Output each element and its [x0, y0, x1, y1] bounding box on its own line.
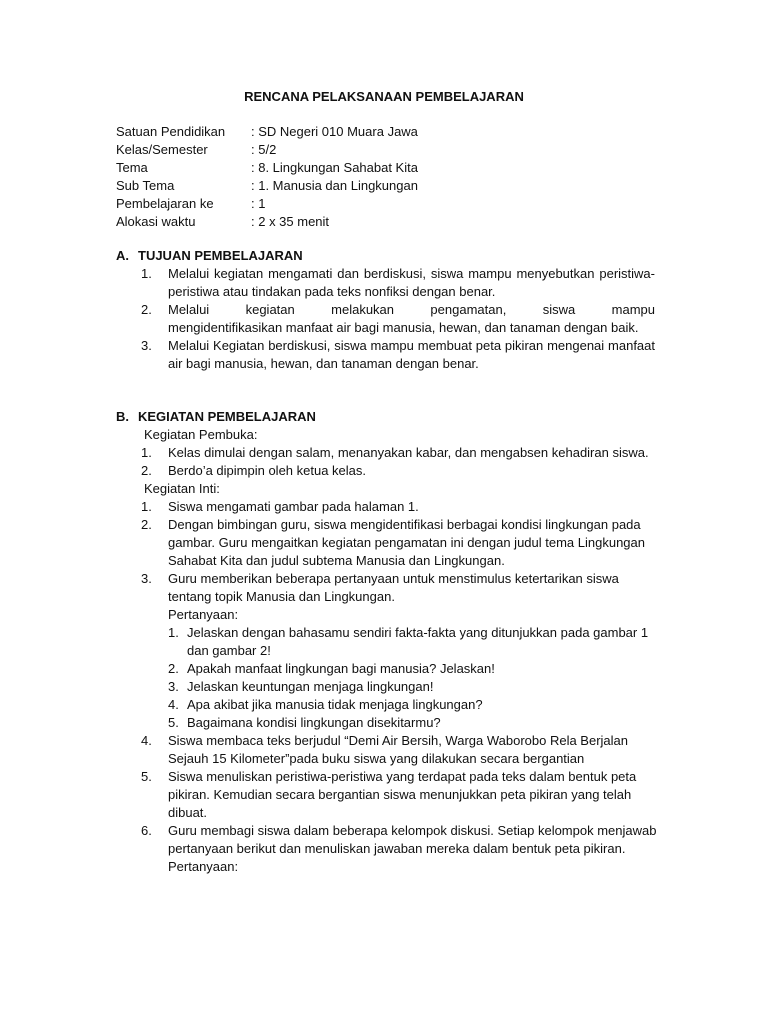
identity-value: : 8. Lingkungan Sahabat Kita: [251, 160, 418, 175]
identity-label: Alokasi waktu: [116, 214, 196, 229]
opening-label: Kegiatan Pembuka:: [144, 427, 258, 442]
identity-value: : 1: [251, 196, 266, 211]
list-item: [141, 265, 655, 301]
questions-label: Pertanyaan:: [168, 607, 239, 622]
item-text: Melalui Kegiatan berdiskusi, siswa mampu membuat peta pikiran mengenai manfaat air bagi manusia, hewan, dan tanaman dengan benar.: [168, 338, 655, 371]
identity-row: [116, 141, 418, 159]
item-number: 6.: [141, 823, 152, 838]
section-letter: B.: [116, 409, 129, 424]
item-number: 3.: [141, 571, 152, 586]
list-item: [141, 732, 661, 768]
activities-list: [141, 426, 661, 876]
section-a-heading: [116, 247, 303, 265]
identity-label: Satuan Pendidikan: [116, 124, 226, 139]
identity-table: [116, 123, 418, 231]
item-number: 3.: [141, 338, 152, 353]
list-item: [141, 462, 661, 480]
item-number: 5.: [141, 769, 152, 784]
identity-row: [116, 213, 418, 231]
questions-label: Pertanyaan:: [168, 859, 239, 874]
item-text: mengidentifikasikan manfaat air bagi manusia, hewan, dan tanaman dengan baik.: [168, 320, 639, 335]
section-b-heading: [116, 408, 316, 426]
identity-label: Tema: [116, 160, 148, 175]
identity-value: : 1. Manusia dan Lingkungan: [251, 178, 418, 193]
question-text: Apakah manfaat lingkungan bagi manusia? Jelaskan!: [187, 661, 495, 676]
list-item: [141, 768, 661, 822]
identity-label: Pembelajaran ke: [116, 196, 214, 211]
question-number: 1.: [168, 625, 179, 640]
question-item: [168, 624, 661, 660]
item-number: 2.: [141, 463, 152, 478]
section-title: TUJUAN PEMBELAJARAN: [138, 248, 303, 263]
item-number: 4.: [141, 733, 152, 748]
item-text: Berdo’a dipimpin oleh ketua kelas.: [168, 463, 367, 478]
item-text: Guru memberikan beberapa pertanyaan untuk menstimulus ketertarikan siswa tentang topik Manusia dan Lingkungan.: [168, 571, 619, 604]
item-text: Siswa membaca teks berjudul “Demi Air Bersih, Warga Waborobo Rela Berjalan Sejauh 15 Kilometer”pada buku siswa yang dilakukan secara bergantian: [168, 733, 629, 766]
identity-label: Kelas/Semester: [116, 142, 208, 157]
item-text: Siswa menuliskan peristiwa-peristiwa yang terdapat pada teks dalam bentuk peta pikiran. Kemudian secara bergantian siswa menunjukkan peta pikiran yang telah dibuat.: [168, 769, 637, 820]
item-text: Guru membagi siswa dalam beberapa kelompok diskusi. Setiap kelompok menjawab pertanyaan berikut dan menuliskan jawaban mereka dalam bentuk peta pikiran.: [168, 823, 657, 856]
question-item: [168, 660, 661, 678]
question-number: 4.: [168, 697, 179, 712]
question-number: 2.: [168, 661, 179, 676]
list-item: [141, 301, 655, 337]
identity-row: [116, 195, 418, 213]
question-item: [168, 714, 661, 732]
item-text: Siswa mengamati gambar pada halaman 1.: [168, 499, 419, 514]
identity-row: [116, 159, 418, 177]
item-number: 1.: [141, 445, 152, 460]
question-number: 5.: [168, 715, 179, 730]
item-text: Dengan bimbingan guru, siswa mengidentifikasi berbagai kondisi lingkungan pada gambar. Guru mengaitkan kegiatan pengamatan ini dengan judul tema Lingkungan Sahabat Kita dan judul subtema Manusia dan Lingkungan.: [168, 517, 646, 568]
list-item: [141, 822, 661, 876]
item-text: Kelas dimulai dengan salam, menanyakan kabar, dan mengabsen kehadiran siswa.: [168, 445, 649, 460]
item-text: Melalui kegiatan mengamati dan berdiskusi, siswa mampu menyebutkan peristiwa-peristiwa atau tindakan pada teks nonfiksi dengan benar.: [168, 266, 655, 299]
question-item: [168, 696, 661, 714]
question-item: [168, 678, 661, 696]
item-number: 2.: [141, 517, 152, 532]
core-label: Kegiatan Inti:: [144, 481, 220, 496]
identity-value: : 5/2: [251, 142, 277, 157]
identity-row: [116, 177, 418, 195]
item-number: 1.: [141, 499, 152, 514]
objectives-list: [141, 265, 655, 373]
question-text: Jelaskan keuntungan menjaga lingkungan!: [187, 679, 434, 694]
identity-value: : SD Negeri 010 Muara Jawa: [251, 124, 418, 139]
section-title: KEGIATAN PEMBELAJARAN: [138, 409, 316, 424]
question-text: Jelaskan dengan bahasamu sendiri fakta-fakta yang ditunjukkan pada gambar 1 dan gambar 2!: [187, 625, 649, 658]
list-item: [141, 444, 661, 462]
question-number: 3.: [168, 679, 179, 694]
item-number: 2.: [141, 302, 152, 317]
list-item: [141, 570, 661, 732]
question-text: Apa akibat jika manusia tidak menjaga lingkungan?: [187, 697, 483, 712]
identity-row: [116, 123, 418, 141]
questions-list: [168, 624, 661, 732]
item-number: 1.: [141, 266, 152, 281]
identity-value: : 2 x 35 menit: [251, 214, 330, 229]
question-text: Bagaimana kondisi lingkungan disekitarmu?: [187, 715, 441, 730]
identity-label: Sub Tema: [116, 178, 175, 193]
document-title: RENCANA PELAKSANAAN PEMBELAJARAN: [244, 89, 524, 104]
list-item: [141, 498, 661, 516]
list-item: [141, 337, 655, 373]
item-text-line: Melalui kegiatan melakukan pengamatan, siswa mampu: [168, 302, 655, 317]
section-letter: A.: [116, 248, 129, 263]
list-item: [141, 516, 661, 570]
